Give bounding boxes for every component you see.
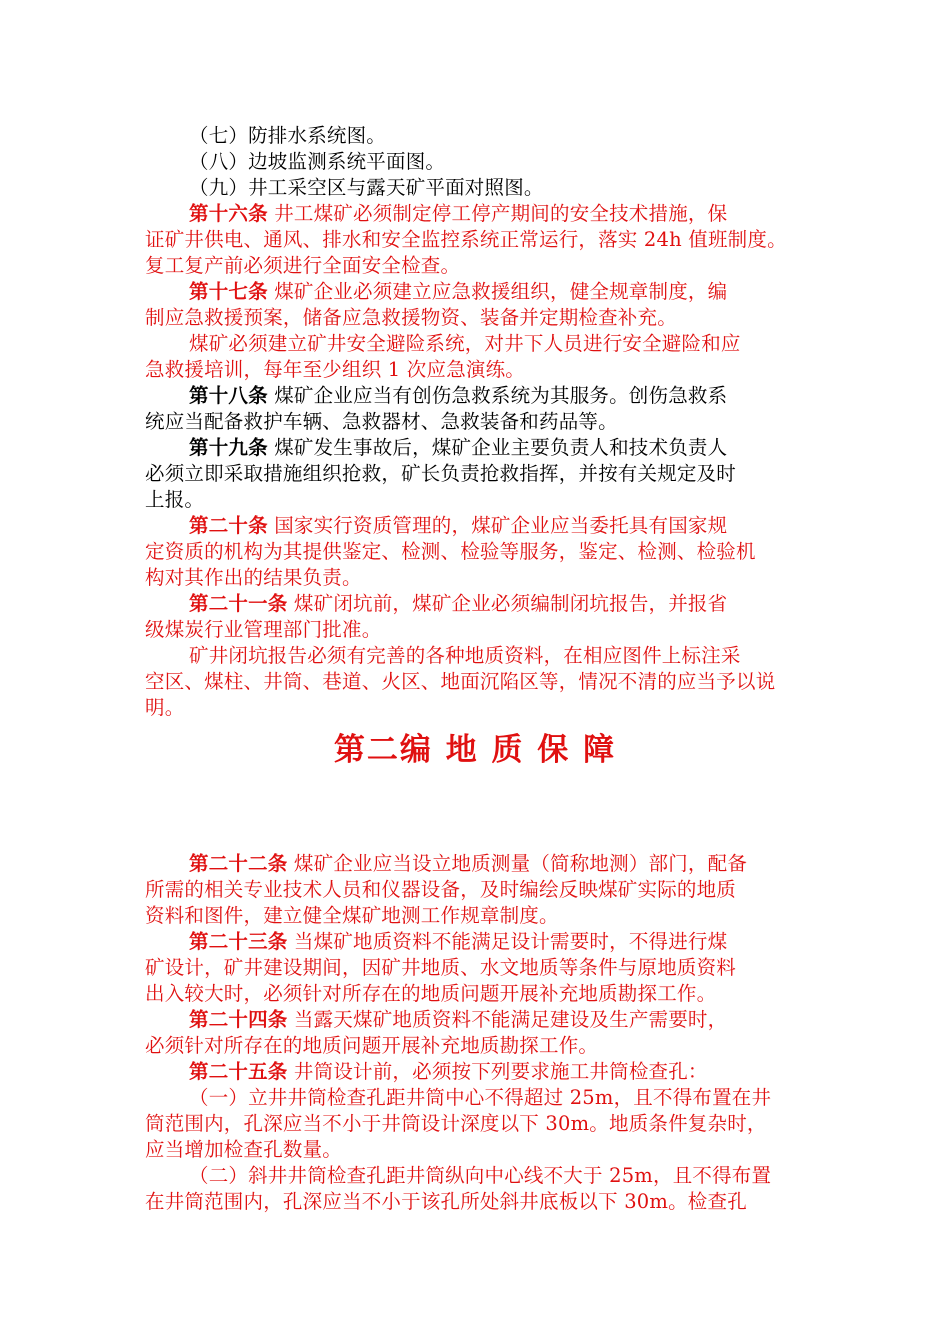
paragraph-line: 在井筒范围内，孔深应当不小于该孔所处斜井底板以下 30m。检查孔 — [145, 1190, 747, 1213]
paragraph-line: 级煤炭行业管理部门批准。 — [145, 618, 382, 641]
paragraph-line: 矿井闭坑报告必须有完善的各种地质资料，在相应图件上标注采 — [189, 644, 741, 667]
part-heading: 第二编 地 质 保 障 — [333, 732, 617, 768]
article-19 — [189, 435, 813, 460]
paragraph-line: 资料和图件，建立健全煤矿地测工作规章制度。 — [145, 904, 559, 927]
article-label: 第二十条 — [189, 514, 268, 537]
paragraph-line: 必须针对所存在的地质问题开展补充地质勘探工作。 — [145, 1034, 599, 1057]
article-text: 煤矿企业应当有创伤急救系统为其服务。创伤急救系 — [267, 384, 728, 407]
item-7: （七）防排水系统图。 — [189, 124, 387, 147]
paragraph-line: 上报。 — [145, 488, 205, 511]
article-text: 煤矿企业应当设立地质测量（简称地测）部门，配备 — [287, 852, 748, 875]
article-18 — [189, 383, 813, 408]
item-9: （九）井工采空区与露天矿平面对照图。 — [189, 176, 544, 199]
paragraph-line: 证矿井供电、通风、排水和安全监控系统正常运行，落实 24h 值班制度。 — [145, 228, 787, 251]
paragraph-line: 所需的相关专业技术人员和仪器设备，及时编绘反映煤矿实际的地质 — [145, 878, 737, 901]
article-text: 井工煤矿必须制定停工停产期间的安全技术措施，保 — [267, 202, 728, 225]
paragraph-line: 空区、煤柱、井筒、巷道、火区、地面沉陷区等，情况不清的应当予以说 — [145, 670, 776, 693]
paragraph-line: 煤矿必须建立矿井安全避险系统，对井下人员进行安全避险和应 — [189, 332, 741, 355]
article-16 — [189, 201, 813, 226]
paragraph-line: 筒范围内，孔深应当不小于井筒设计深度以下 30m。地质条件复杂时， — [145, 1112, 767, 1135]
paragraph-line: 定资质的机构为其提供鉴定、检测、检验等服务，鉴定、检测、检验机 — [145, 540, 756, 563]
article-25 — [189, 1059, 813, 1084]
paragraph-line: 矿设计，矿井建设期间，因矿井地质、水文地质等条件与原地质资料 — [145, 956, 737, 979]
article-text: 国家实行资质管理的，煤矿企业应当委托具有国家规 — [267, 514, 728, 537]
article-21 — [189, 591, 813, 616]
paragraph-line: 明。 — [145, 696, 185, 719]
paragraph-line: （二）斜井井筒检查孔距井筒纵向中心线不大于 25m，且不得布置 — [189, 1164, 772, 1187]
article-label: 第十六条 — [189, 202, 268, 225]
article-23 — [189, 929, 813, 954]
paragraph-line: 急救援培训，每年至少组织 1 次应急演练。 — [145, 358, 526, 381]
paragraph-line: （一）立井井筒检查孔距井筒中心不得超过 25m，且不得布置在井 — [189, 1086, 772, 1109]
article-label: 第二十五条 — [189, 1060, 288, 1083]
article-label: 第十七条 — [189, 280, 268, 303]
article-text: 井筒设计前，必须按下列要求施工井筒检查孔： — [287, 1060, 708, 1083]
article-text: 当煤矿地质资料不能满足设计需要时，不得进行煤 — [287, 930, 728, 953]
article-20 — [189, 513, 813, 538]
article-text: 煤矿闭坑前，煤矿企业必须编制闭坑报告，并报省 — [287, 592, 728, 615]
article-label: 第二十二条 — [189, 852, 288, 875]
article-text: 煤矿企业必须建立应急救援组织，健全规章制度，编 — [267, 280, 728, 303]
article-text: 煤矿发生事故后，煤矿企业主要负责人和技术负责人 — [267, 436, 728, 459]
paragraph-line: 出入较大时，必须针对所存在的地质问题开展补充地质勘探工作。 — [145, 982, 717, 1005]
article-17 — [189, 279, 813, 304]
paragraph-line: 构对其作出的结果负责。 — [145, 566, 362, 589]
paragraph-line: 应当增加检查孔数量。 — [145, 1138, 343, 1161]
paragraph-line: 复工复产前必须进行全面安全检查。 — [145, 254, 461, 277]
paragraph-line: 统应当配备救护车辆、急救器材、急救装备和药品等。 — [145, 410, 618, 433]
article-label: 第十八条 — [189, 384, 268, 407]
article-22 — [189, 851, 813, 876]
article-label: 第十九条 — [189, 436, 268, 459]
paragraph-line: 制应急救援预案，储备应急救援物资、装备并定期检查补充。 — [145, 306, 677, 329]
item-8: （八）边坡监测系统平面图。 — [189, 150, 446, 173]
article-24 — [189, 1007, 813, 1032]
article-label: 第二十一条 — [189, 592, 288, 615]
article-label: 第二十三条 — [189, 930, 288, 953]
article-text: 当露天煤矿地质资料不能满足建设及生产需要时， — [287, 1008, 728, 1031]
paragraph-line: 必须立即采取措施组织抢救，矿长负责抢救指挥，并按有关规定及时 — [145, 462, 737, 485]
article-label: 第二十四条 — [189, 1008, 288, 1031]
